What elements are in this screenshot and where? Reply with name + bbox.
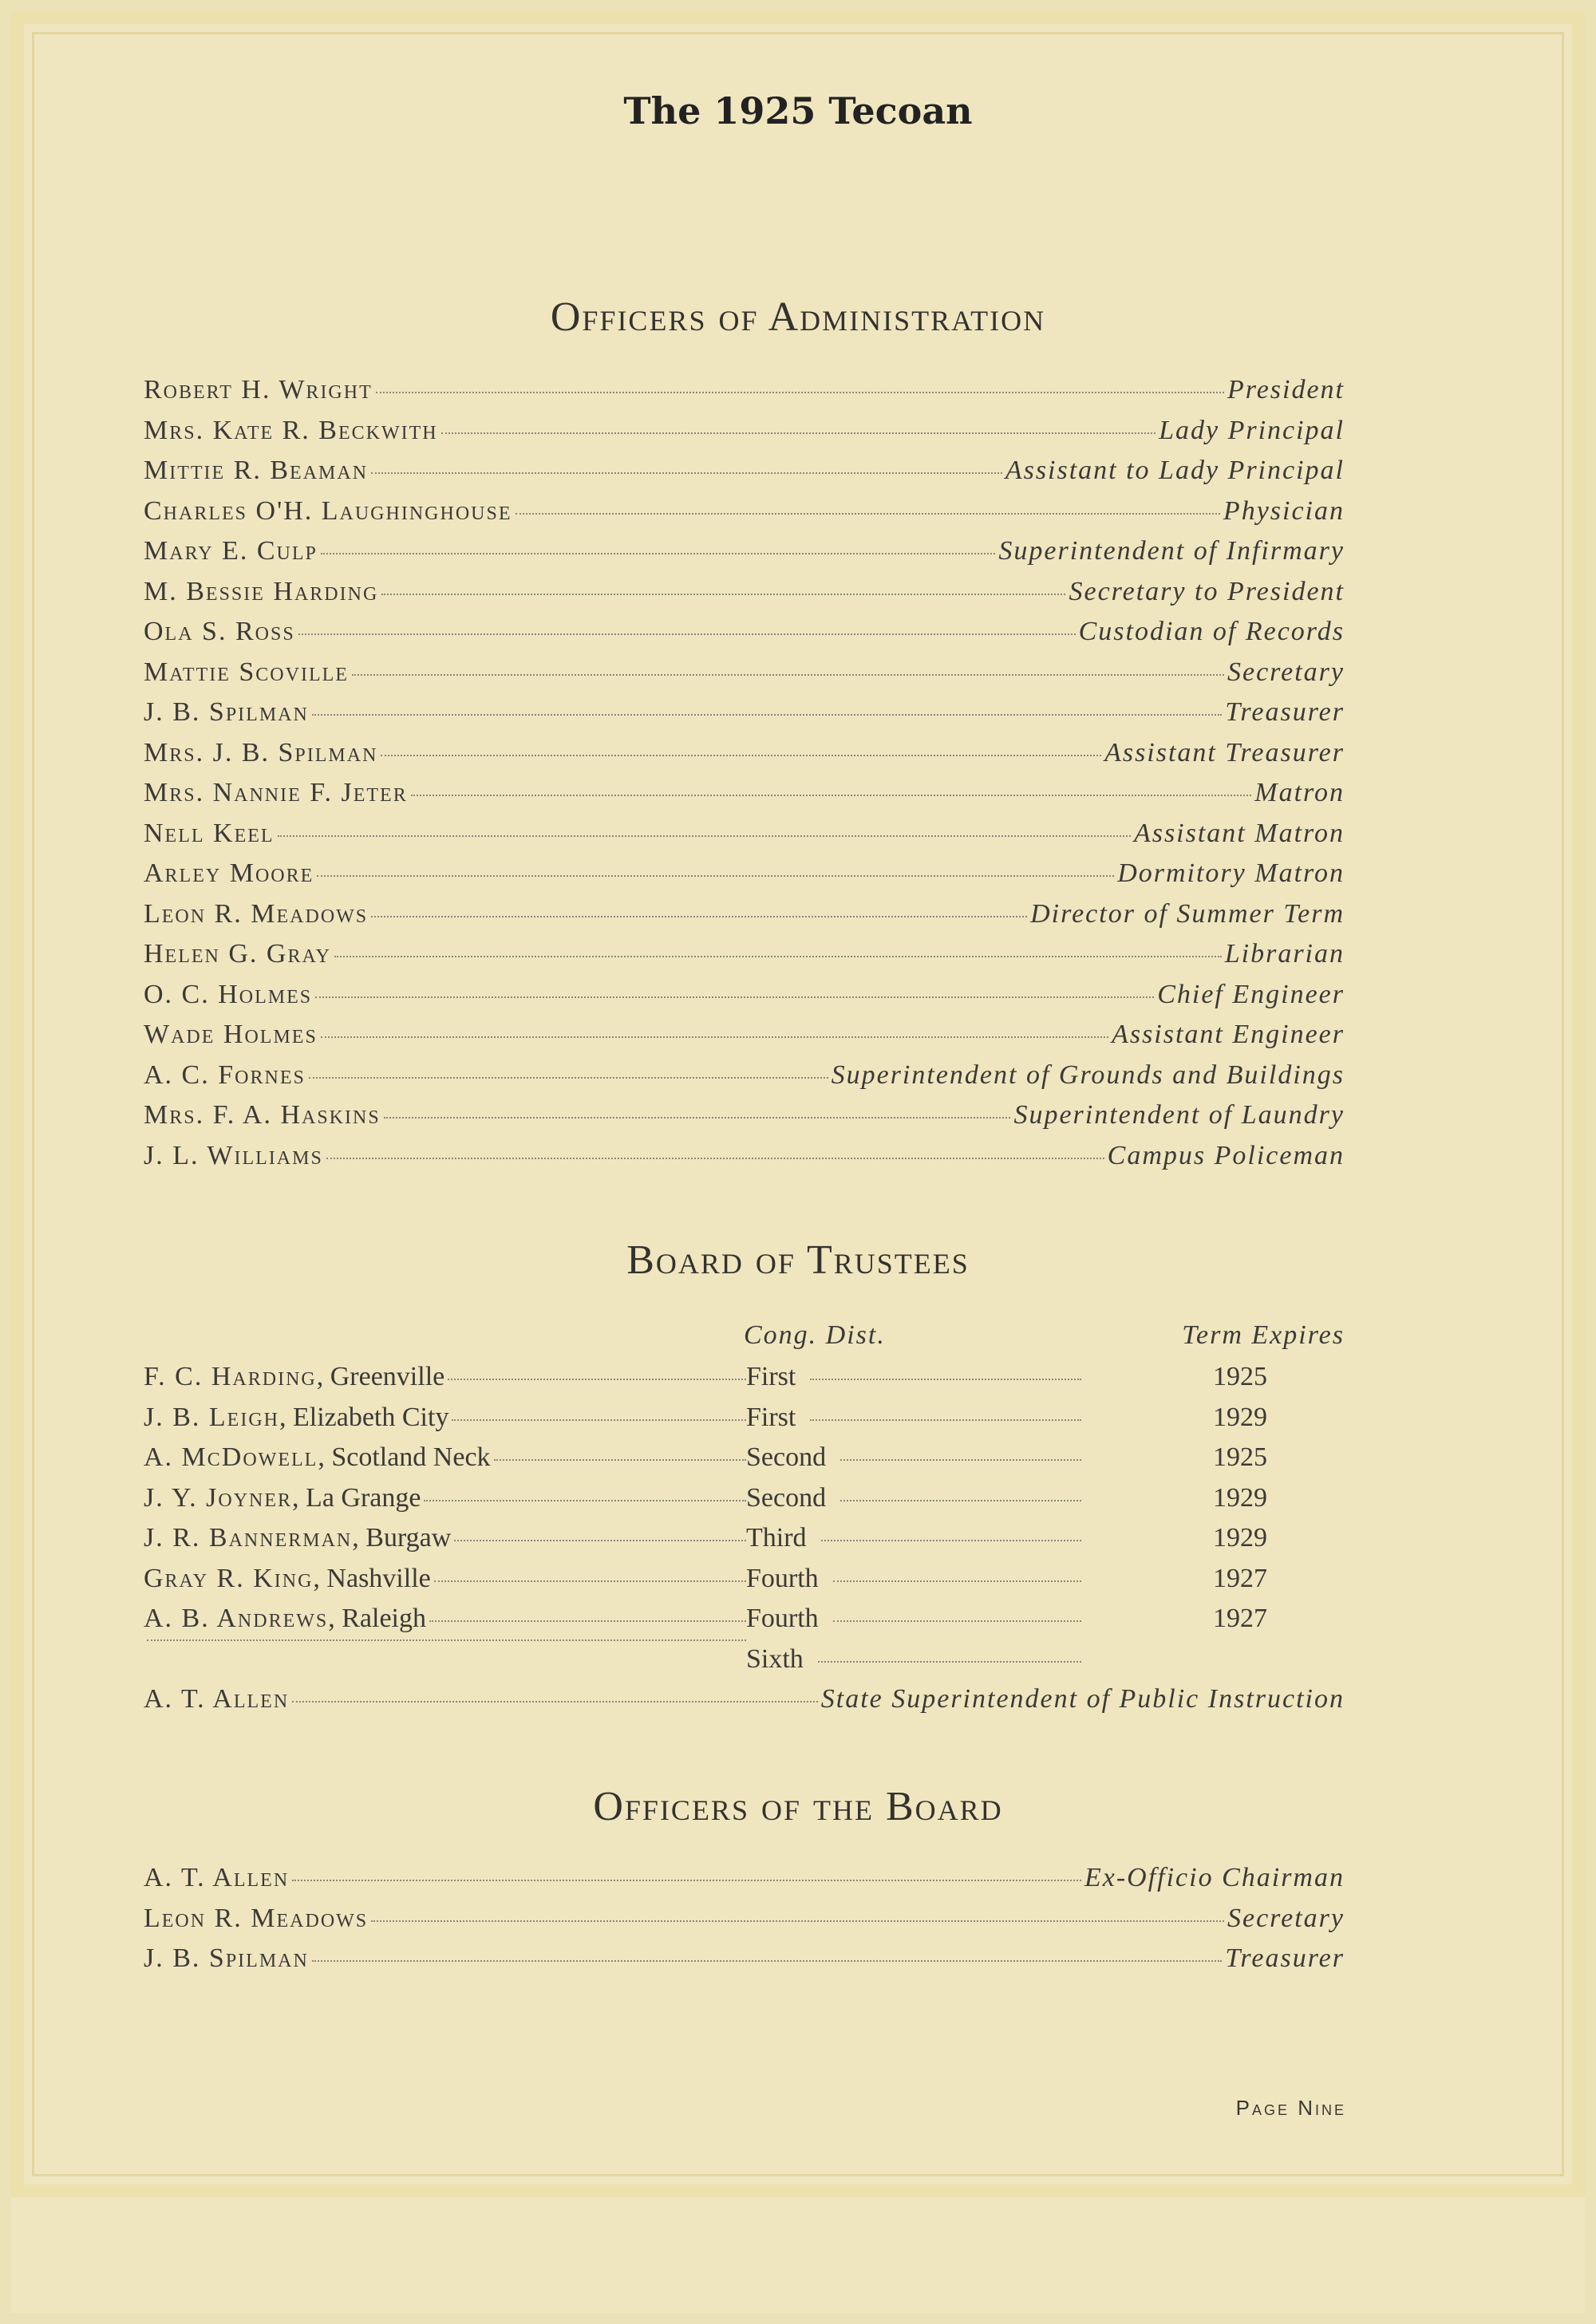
dot-leader <box>821 1540 1081 1541</box>
trustee-row <box>144 1604 1345 1644</box>
dot-leader <box>371 1920 1224 1922</box>
person-role: Matron <box>1254 778 1345 807</box>
dot-leader <box>452 1419 746 1421</box>
running-head: The 1925 Tecoan <box>623 89 973 132</box>
trustee-place: , Elizabeth City <box>279 1402 449 1432</box>
trustee-row <box>144 1564 1345 1604</box>
trustee-district-cell <box>746 1644 1289 1675</box>
trustees-rows <box>144 1362 1345 1684</box>
term-column-header: Term Expires <box>1182 1320 1345 1350</box>
trustee-name: J. B. Leigh <box>144 1402 279 1432</box>
dot-leader <box>411 795 1252 796</box>
administration-title: Officers of Administration <box>550 294 1046 340</box>
person-role: Secretary <box>1227 657 1345 687</box>
district-column-header: Cong. Dist. <box>744 1320 886 1350</box>
ex-officio-row <box>144 1684 1345 1725</box>
person-role: Director of Summer Term <box>1030 898 1345 929</box>
person-name: Mittie R. Beaman <box>144 456 369 485</box>
dot-leader <box>381 594 1065 595</box>
person-name: Leon R. Meadows <box>144 1903 369 1933</box>
list-row <box>144 1060 1345 1101</box>
list-row <box>144 1100 1345 1141</box>
list-row <box>144 617 1345 657</box>
dot-leader <box>321 1036 1108 1038</box>
trustee-name: J. R. Bannerman <box>144 1523 353 1553</box>
trustee-district: Fourth <box>746 1563 819 1593</box>
dot-leader <box>833 1580 1081 1582</box>
list-row <box>144 536 1345 577</box>
person-role: Custodian of Records <box>1078 617 1345 646</box>
person-role: Librarian <box>1224 939 1345 969</box>
person-role: Secretary <box>1227 1903 1345 1933</box>
person-role: Lady Principal <box>1159 415 1345 445</box>
person-role: Chief Engineer <box>1157 979 1345 1009</box>
list-row <box>144 657 1345 698</box>
dot-leader <box>810 1419 1081 1421</box>
list-row <box>144 819 1345 859</box>
person-role: Superintendent of Laundry <box>1013 1100 1345 1130</box>
trustee-district-cell <box>746 1604 1289 1634</box>
person-role: Assistant Treasurer <box>1104 737 1345 767</box>
trustee-district-cell <box>746 1564 1289 1594</box>
dot-leader <box>278 835 1131 837</box>
dot-leader <box>448 1379 746 1380</box>
trustee-row <box>144 1362 1345 1403</box>
person-name: O. C. Holmes <box>144 979 313 1009</box>
trustee-district: Sixth <box>746 1643 804 1674</box>
list-row <box>144 1943 1345 1984</box>
trustee-name: A. McDowell <box>144 1442 318 1472</box>
dot-leader <box>840 1500 1081 1501</box>
person-role: Dormitory Matron <box>1117 858 1345 888</box>
trustee-row <box>144 1483 1345 1524</box>
trustee-district-cell <box>746 1523 1289 1553</box>
list-row <box>144 1141 1345 1182</box>
dot-leader <box>315 996 1154 998</box>
dot-leader <box>424 1500 746 1501</box>
trustee-name-cell <box>144 1483 746 1513</box>
person-name: Mary E. Culp <box>144 536 318 566</box>
trustees-title: Board of Trustees <box>626 1237 970 1283</box>
trustee-term: 1925 <box>1213 1442 1267 1472</box>
person-name: Wade Holmes <box>144 1020 318 1049</box>
dot-leader <box>454 1540 746 1541</box>
trustee-term: 1929 <box>1213 1523 1267 1553</box>
dot-leader <box>317 875 1114 877</box>
page-number: Page Nine <box>1235 2096 1346 2120</box>
person-name: Ola S. Ross <box>144 617 295 646</box>
trustee-term: 1925 <box>1213 1362 1267 1391</box>
trustee-district: Second <box>746 1482 827 1513</box>
person-role: Assistant to Lady Principal <box>1005 456 1345 485</box>
person-name: Robert H. Wright <box>144 375 373 404</box>
trustee-place: , La Grange <box>292 1482 421 1513</box>
trustee-row <box>144 1442 1345 1483</box>
trustee-name-cell <box>144 1523 746 1553</box>
dot-leader <box>309 1077 828 1079</box>
person-name: Charles O'H. Laughinghouse <box>144 495 512 526</box>
trustee-place: , Greenville <box>316 1362 445 1391</box>
person-role: Superintendent of Grounds and Buildings <box>831 1059 1345 1090</box>
trustee-district: First <box>746 1362 796 1391</box>
dot-leader <box>292 1701 818 1703</box>
trustee-name-cell <box>144 1604 746 1634</box>
trustee-district: Third <box>746 1523 807 1553</box>
dot-leader <box>376 392 1224 393</box>
dot-leader <box>371 472 1002 474</box>
dot-leader <box>352 674 1224 676</box>
person-role: Physician <box>1223 495 1345 526</box>
list-row <box>144 375 1345 416</box>
person-name: A. T. Allen <box>144 1863 290 1892</box>
trustee-district-cell <box>746 1403 1289 1433</box>
dot-leader <box>516 513 1220 515</box>
dot-leader <box>371 916 1027 917</box>
person-name: Mrs. Kate R. Beckwith <box>144 415 438 445</box>
person-name: Leon R. Meadows <box>144 898 369 929</box>
list-row <box>144 1020 1345 1060</box>
trustee-row <box>144 1403 1345 1443</box>
list-row <box>144 456 1345 496</box>
trustee-term: 1929 <box>1213 1402 1267 1432</box>
person-role: Treasurer <box>1225 697 1345 727</box>
trustee-name-cell <box>144 1442 746 1473</box>
person-name: J. B. Spilman <box>144 697 309 727</box>
trustee-name: A. B. Andrews <box>144 1604 329 1633</box>
trustee-district-cell <box>746 1442 1289 1473</box>
dot-leader <box>833 1620 1081 1622</box>
trustee-place: , Nashville <box>313 1563 431 1593</box>
trustee-district-cell <box>746 1362 1289 1392</box>
list-row <box>144 1863 1345 1904</box>
dot-leader <box>429 1620 746 1622</box>
trustee-row <box>144 1523 1345 1564</box>
trustee-district-cell <box>746 1483 1289 1513</box>
dot-leader <box>441 432 1156 434</box>
dot-leader <box>298 633 1076 635</box>
dot-leader <box>292 1880 1081 1881</box>
ex-officio-role: State Superintendent of Public Instruction <box>820 1684 1345 1714</box>
person-name: Mattie Scoville <box>144 657 349 687</box>
board-officers-title: Officers of the Board <box>593 1784 1003 1829</box>
ex-officio-name: A. T. Allen <box>144 1684 290 1714</box>
list-row <box>144 858 1345 899</box>
trustee-district: First <box>746 1402 796 1432</box>
dot-leader <box>810 1379 1081 1380</box>
dot-leader <box>381 755 1101 756</box>
board-officers-list <box>144 1863 1345 1984</box>
trustees-table <box>144 1320 1345 1725</box>
person-name: Mrs. J. B. Spilman <box>144 737 378 767</box>
trustee-name-cell <box>144 1564 746 1594</box>
trustee-name: J. Y. Joyner <box>144 1482 293 1513</box>
list-row <box>144 778 1345 819</box>
person-name: Nell Keel <box>144 818 275 848</box>
person-name: M. Bessie Harding <box>144 576 379 606</box>
person-name: Arley Moore <box>144 858 314 888</box>
dot-leader <box>840 1459 1081 1461</box>
person-name: Mrs. Nannie F. Jeter <box>144 778 408 807</box>
list-row <box>144 416 1345 456</box>
person-role: Campus Policeman <box>1107 1140 1345 1170</box>
trustee-term: 1929 <box>1213 1482 1267 1513</box>
trustees-header <box>144 1320 1345 1362</box>
list-row <box>144 577 1345 617</box>
trustee-term: 1927 <box>1213 1563 1267 1593</box>
dot-leader <box>147 1639 746 1641</box>
person-role: Superintendent of Infirmary <box>998 536 1345 566</box>
person-role: Assistant Matron <box>1133 818 1345 848</box>
list-row <box>144 496 1345 537</box>
person-role: Ex-Officio Chairman <box>1084 1863 1345 1892</box>
trustee-district: Second <box>746 1442 827 1472</box>
person-name: Mrs. F. A. Haskins <box>144 1100 381 1130</box>
administration-list <box>144 375 1345 1181</box>
dot-leader <box>494 1459 746 1461</box>
list-row <box>144 939 1345 980</box>
list-row <box>144 980 1345 1020</box>
person-role: Secretary to President <box>1069 576 1345 606</box>
dot-leader <box>326 1158 1104 1159</box>
person-name: J. L. Williams <box>144 1140 323 1170</box>
trustee-place: , Scotland Neck <box>318 1442 491 1472</box>
list-row <box>144 899 1345 940</box>
person-name: A. C. Fornes <box>144 1059 306 1090</box>
dot-leader <box>312 714 1223 716</box>
trustee-place: , Raleigh <box>328 1604 427 1633</box>
person-name: J. B. Spilman <box>144 1943 309 1973</box>
dot-leader <box>434 1580 746 1582</box>
trustee-name-cell <box>144 1644 746 1646</box>
list-row <box>144 697 1345 738</box>
list-row <box>144 1904 1345 1944</box>
person-name: Helen G. Gray <box>144 939 331 969</box>
person-role: Treasurer <box>1225 1943 1345 1973</box>
person-role: President <box>1227 375 1345 404</box>
trustee-name: Gray R. King <box>144 1563 314 1593</box>
dot-leader <box>312 1960 1223 1962</box>
trustee-name: F. C. Harding <box>144 1362 317 1391</box>
dot-leader <box>334 956 1222 957</box>
list-row <box>144 738 1345 779</box>
dot-leader <box>818 1661 1081 1663</box>
dot-leader <box>384 1117 1011 1119</box>
trustee-place: , Burgaw <box>352 1523 452 1553</box>
trustee-name-cell <box>144 1362 746 1392</box>
trustee-district: Fourth <box>746 1604 819 1633</box>
dot-leader <box>321 553 996 554</box>
trustee-term: 1927 <box>1213 1604 1267 1633</box>
trustee-name-cell <box>144 1403 746 1433</box>
trustee-row <box>144 1644 1345 1685</box>
person-role: Assistant Engineer <box>1112 1020 1345 1049</box>
